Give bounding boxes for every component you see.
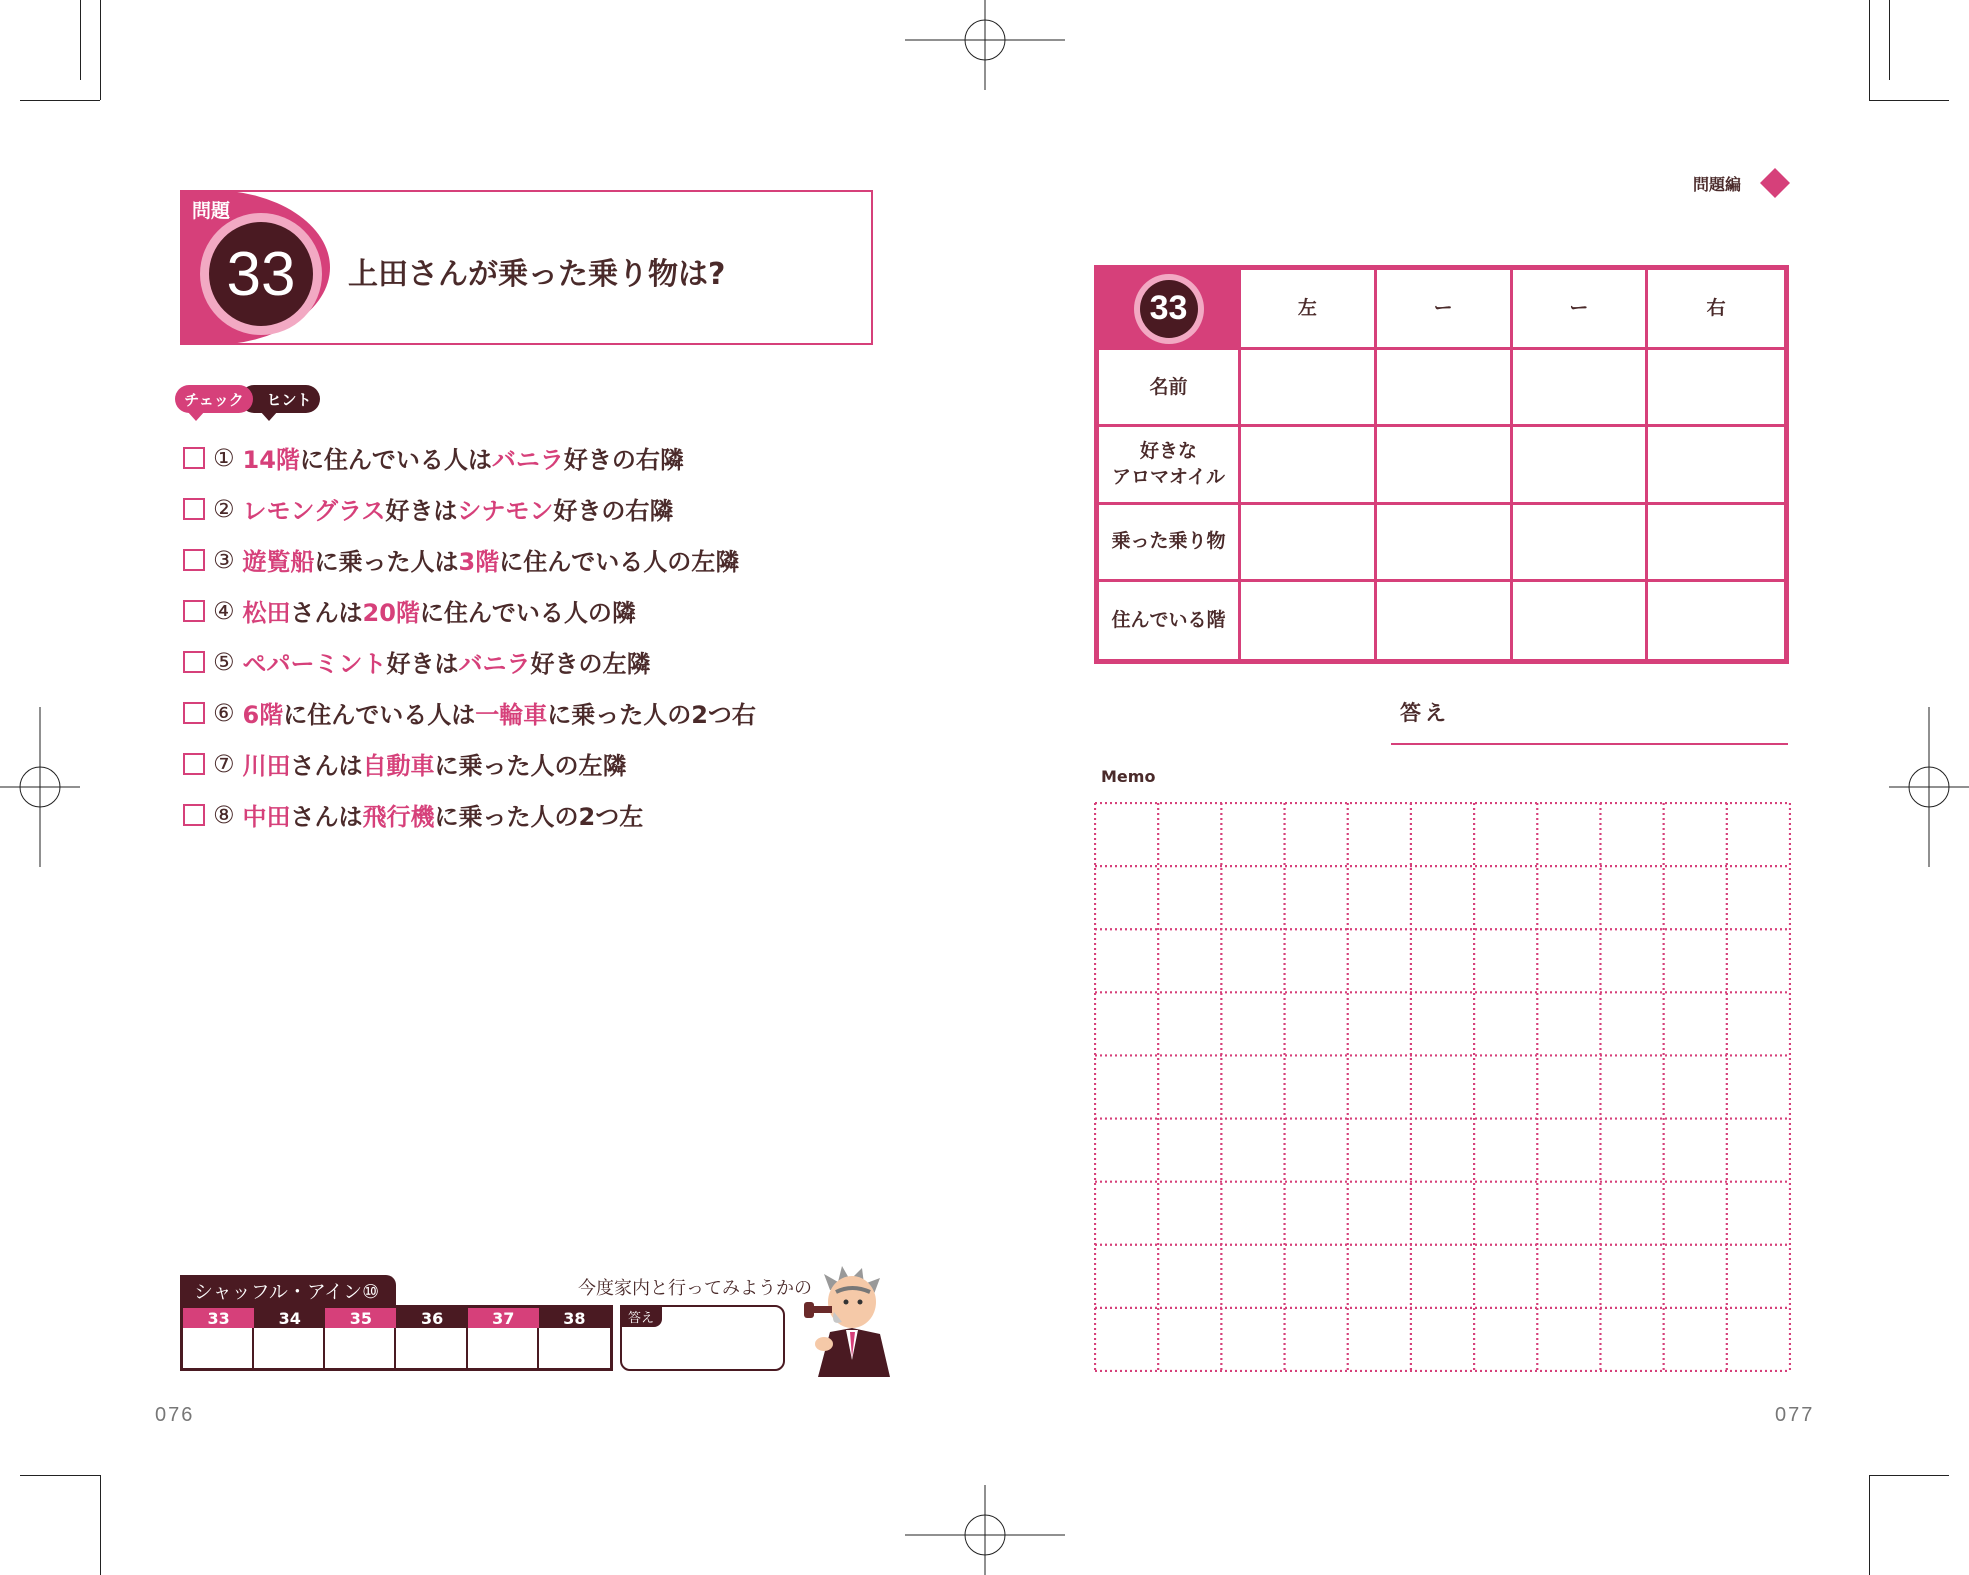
answer-label: 答え xyxy=(1400,701,1450,725)
clue-number: ④ xyxy=(213,596,235,625)
shuffle-column-header: 34 xyxy=(254,1308,325,1328)
clue-keyword: 3階 xyxy=(458,548,500,576)
crop-mark xyxy=(100,1475,101,1575)
clue-text: 好きの左隣 xyxy=(530,650,651,678)
check-tab-pointer xyxy=(187,411,205,421)
character-speech: 今度家内と行ってみようかの xyxy=(578,1278,812,1299)
registration-mark-left xyxy=(0,707,80,867)
section-diamond-icon xyxy=(1760,168,1790,198)
grid-cell[interactable] xyxy=(1377,350,1513,427)
answer-line[interactable] xyxy=(1391,743,1788,745)
old-man-illustration xyxy=(790,1262,905,1377)
logic-grid-table xyxy=(1094,265,1789,664)
registration-mark-right xyxy=(1889,707,1969,867)
clue-checkbox[interactable] xyxy=(183,651,205,673)
grid-cell[interactable] xyxy=(1513,350,1649,427)
grid-corner xyxy=(1099,270,1241,350)
clue-keyword: 一輪車 xyxy=(475,701,548,729)
page-number-left: 076 xyxy=(155,1404,195,1426)
clue-text: 好きは xyxy=(386,650,459,678)
crop-mark xyxy=(1869,0,1870,100)
clue-checkbox[interactable] xyxy=(183,600,205,622)
grid-cell[interactable] xyxy=(1648,350,1784,427)
clue-number: ⑤ xyxy=(213,647,235,676)
check-tab xyxy=(175,385,253,413)
clue-text: 好きの右隣 xyxy=(553,497,674,525)
clue-text: に乗った人の2つ左 xyxy=(434,803,644,831)
clue-item xyxy=(183,797,643,832)
problem-label: 問題 xyxy=(192,200,231,222)
grid-cell[interactable] xyxy=(1377,427,1513,504)
crop-mark xyxy=(1869,100,1949,101)
hint-tab-label: ヒント xyxy=(266,390,312,409)
clue-text: 好きの右隣 xyxy=(563,446,684,474)
clue-keyword: 6階 xyxy=(242,701,284,729)
grid-row-header: 好きな アロマオイル xyxy=(1099,427,1241,504)
clue-text: に住んでいる人の隣 xyxy=(419,599,636,627)
clue-keyword: 松田 xyxy=(242,599,291,627)
clue-checkbox[interactable] xyxy=(183,753,205,775)
clue-number: ② xyxy=(213,494,235,523)
clue-item xyxy=(183,491,673,526)
crop-mark xyxy=(80,0,81,80)
clue-text: さんは xyxy=(290,599,363,627)
clue-number: ⑧ xyxy=(213,800,235,829)
registration-mark-top xyxy=(905,0,1065,90)
clue-text: に住んでいる人は xyxy=(299,446,492,474)
grid-column-header: ー xyxy=(1377,270,1513,350)
clue-text: に住んでいる人は xyxy=(283,701,476,729)
clue-checkbox[interactable] xyxy=(183,447,205,469)
grid-cell[interactable] xyxy=(1241,350,1377,427)
crop-mark xyxy=(100,0,101,100)
shuffle-answer-tag: 答え xyxy=(620,1305,662,1327)
grid-cell[interactable] xyxy=(1241,582,1377,659)
clue-keyword: 川田 xyxy=(242,752,291,780)
clue-keyword: 中田 xyxy=(242,803,291,831)
clue-number: ① xyxy=(213,443,235,472)
crop-mark xyxy=(1869,1475,1949,1476)
section-tag: 問題編 xyxy=(1693,175,1742,194)
clue-item xyxy=(183,440,684,475)
grid-cell[interactable] xyxy=(1513,505,1649,582)
problem-number: 33 xyxy=(209,222,313,326)
clue-item xyxy=(183,746,627,781)
page-number-right: 077 xyxy=(1775,1404,1815,1426)
crop-mark xyxy=(1889,0,1890,80)
grid-column-header: 左 xyxy=(1241,270,1377,350)
clue-checkbox[interactable] xyxy=(183,702,205,724)
shuffle-answer-cell[interactable] xyxy=(325,1328,396,1368)
clue-text: さんは xyxy=(290,803,363,831)
shuffle-column-header: 35 xyxy=(325,1308,396,1328)
clue-text: さんは xyxy=(290,752,363,780)
shuffle-column-header: 36 xyxy=(396,1308,467,1328)
shuffle-answer-cell[interactable] xyxy=(183,1328,254,1368)
shuffle-column-header: 37 xyxy=(468,1308,539,1328)
problem-question: 上田さんが乗った乗り物は? xyxy=(348,257,726,292)
grid-cell[interactable] xyxy=(1377,582,1513,659)
hint-tab-pointer xyxy=(260,411,278,421)
clue-number: ⑦ xyxy=(213,749,235,778)
grid-cell[interactable] xyxy=(1241,505,1377,582)
grid-row-header: 住んでいる階 xyxy=(1099,582,1241,659)
crop-mark xyxy=(20,100,100,101)
grid-number-ring xyxy=(1134,274,1204,344)
clue-text: に住んでいる人の左隣 xyxy=(499,548,740,576)
clue-keyword: ペパーミント xyxy=(242,650,387,678)
memo-grid[interactable] xyxy=(1094,802,1791,1372)
grid-column-header: ー xyxy=(1513,270,1649,350)
clue-item xyxy=(183,695,756,730)
clue-text: に乗った人の左隣 xyxy=(434,752,627,780)
shuffle-answer-cell[interactable] xyxy=(468,1328,539,1368)
clue-keyword: 14階 xyxy=(242,446,300,474)
clue-number: ⑥ xyxy=(213,698,235,727)
grid-cell[interactable] xyxy=(1513,427,1649,504)
clue-checkbox[interactable] xyxy=(183,549,205,571)
clue-checkbox[interactable] xyxy=(183,498,205,520)
grid-cell[interactable] xyxy=(1648,505,1784,582)
clue-keyword: バニラ xyxy=(458,650,531,678)
grid-column-header: 右 xyxy=(1648,270,1784,350)
clue-keyword: 遊覧船 xyxy=(242,548,315,576)
grid-cell[interactable] xyxy=(1241,427,1377,504)
shuffle-column-header: 33 xyxy=(183,1308,254,1328)
check-tab-label: チェック xyxy=(184,390,244,409)
grid-cell[interactable] xyxy=(1648,582,1784,659)
grid-cell[interactable] xyxy=(1648,427,1784,504)
shuffle-answer-cell[interactable] xyxy=(254,1328,325,1368)
clue-keyword: レモングラス xyxy=(242,497,386,525)
clue-text: に乗った人は xyxy=(314,548,459,576)
clue-keyword: 20階 xyxy=(362,599,420,627)
shuffle-column-header: 38 xyxy=(539,1308,610,1328)
clue-keyword: バニラ xyxy=(491,446,564,474)
memo-label: Memo xyxy=(1101,767,1156,786)
clue-item xyxy=(183,542,739,577)
clue-keyword: 自動車 xyxy=(362,752,435,780)
grid-cell[interactable] xyxy=(1513,582,1649,659)
grid-row-header: 乗った乗り物 xyxy=(1099,505,1241,582)
shuffle-answer-cell[interactable] xyxy=(539,1328,610,1368)
crop-mark xyxy=(1869,1475,1870,1575)
grid-number: 33 xyxy=(1140,280,1198,338)
clue-item xyxy=(183,593,636,628)
clue-keyword: シナモン xyxy=(457,497,554,525)
clue-number: ③ xyxy=(213,545,235,574)
shuffle-title: シャッフル・アイン⑩ xyxy=(180,1275,396,1305)
grid-row-header: 名前 xyxy=(1099,350,1241,427)
clue-item xyxy=(183,644,651,679)
shuffle-answer-cell[interactable] xyxy=(396,1328,467,1368)
clue-checkbox[interactable] xyxy=(183,804,205,826)
crop-mark xyxy=(20,1475,100,1476)
shuffle-table xyxy=(180,1305,613,1371)
registration-mark-bottom xyxy=(905,1485,1065,1575)
grid-cell[interactable] xyxy=(1377,505,1513,582)
clue-keyword: 飛行機 xyxy=(362,803,435,831)
clue-text: に乗った人の2つ右 xyxy=(547,701,756,729)
clue-text: 好きは xyxy=(385,497,458,525)
